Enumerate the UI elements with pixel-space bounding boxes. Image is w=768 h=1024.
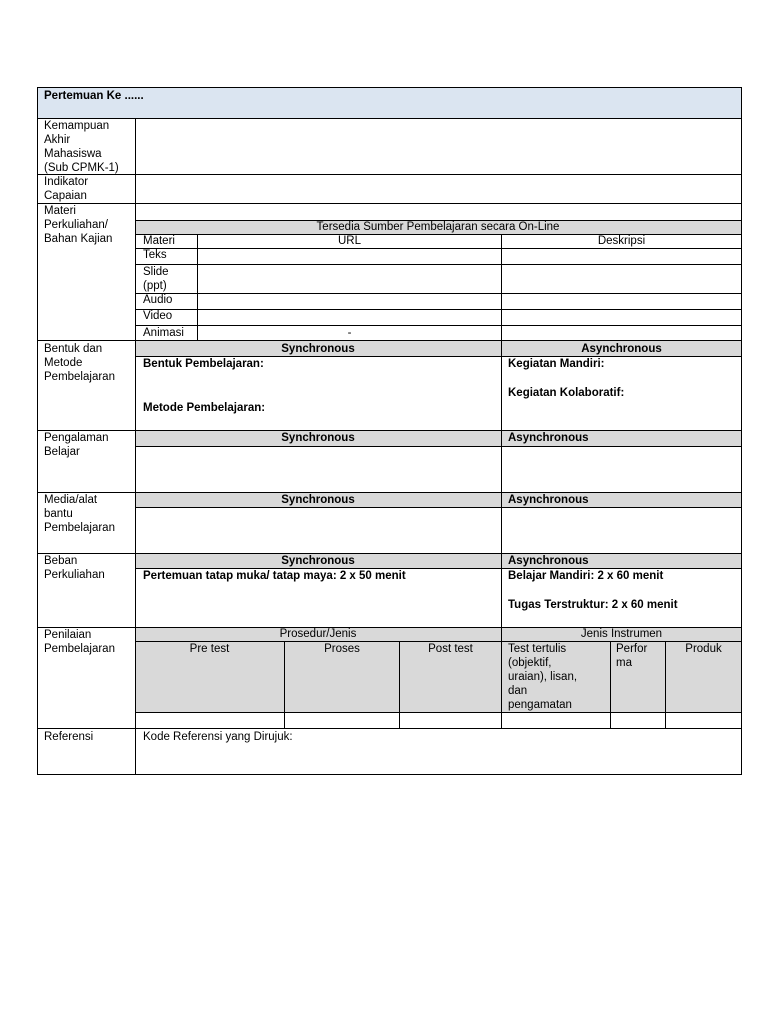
- penilaian-proses: Proses: [324, 643, 360, 655]
- penilaian-prosedur-header: Prosedur/Jenis: [279, 628, 357, 640]
- beban-async-header: Asynchronous: [508, 555, 589, 567]
- online-type-teks: Teks: [143, 249, 167, 261]
- beban-belajar-mandiri: Belajar Mandiri: 2 x 60 menit: [508, 570, 664, 582]
- online-type-animasi: Animasi: [143, 327, 184, 339]
- online-animasi-url: -: [347, 327, 352, 339]
- pengalaman-sync-header: Synchronous: [281, 432, 355, 444]
- online-col-deskripsi: Deskripsi: [597, 235, 646, 247]
- online-col-materi: Materi: [143, 235, 175, 247]
- label-beban: Beban Perkuliahan: [44, 555, 105, 581]
- online-type-audio: Audio: [143, 294, 173, 306]
- online-title: Tersedia Sumber Pembelajaran secara On-Line: [316, 221, 560, 233]
- beban-tugas-terstruktur: Tugas Terstruktur: 2 x 60 menit: [508, 599, 678, 611]
- kegiatan-kolaboratif: Kegiatan Kolaboratif:: [508, 387, 625, 399]
- media-async-header: Asynchronous: [508, 494, 589, 506]
- penilaian-instrumen-header: Jenis Instrumen: [580, 628, 663, 640]
- penilaian-produk: Produk: [685, 643, 722, 655]
- penilaian-pretest: Pre test: [189, 643, 230, 655]
- penilaian-test-tertulis: Test tertulis (objektif, uraian), lisan, dan pengamatan: [508, 643, 578, 711]
- bentuk-async-header: Asynchronous: [581, 343, 662, 355]
- bentuk-sync-header: Synchronous: [281, 343, 355, 355]
- online-type-slide: Slide (ppt): [143, 266, 169, 292]
- label-pengalaman: Pengalaman Belajar: [44, 432, 109, 458]
- label-kemampuan: Kemampuan Akhir Mahasiswa (Sub CPMK-1): [44, 120, 119, 174]
- online-type-video: Video: [143, 310, 173, 322]
- bentuk-pembelajaran: Bentuk Pembelajaran:: [143, 358, 264, 370]
- pengalaman-async-header: Asynchronous: [508, 432, 589, 444]
- online-col-url: URL: [337, 235, 361, 247]
- label-media: Media/alat bantu Pembelajaran: [44, 494, 115, 534]
- label-referensi: Referensi: [44, 731, 94, 743]
- label-materi: Materi Perkuliahan/ Bahan Kajian: [44, 205, 113, 245]
- meeting-title: Pertemuan Ke ......: [44, 90, 144, 102]
- penilaian-performa: Perfor ma: [616, 643, 648, 669]
- label-bentuk: Bentuk dan Metode Pembelajaran: [44, 343, 115, 383]
- referensi-text: Kode Referensi yang Dirujuk:: [143, 731, 293, 743]
- penilaian-posttest: Post test: [428, 643, 473, 655]
- metode-pembelajaran: Metode Pembelajaran:: [143, 402, 266, 414]
- label-indikator: Indikator Capaian: [44, 176, 89, 202]
- label-penilaian: Penilaian Pembelajaran: [44, 629, 115, 655]
- kegiatan-mandiri: Kegiatan Mandiri:: [508, 358, 605, 370]
- beban-sync-text: Pertemuan tatap muka/ tatap maya: 2 x 50 menit: [143, 570, 406, 582]
- media-sync-header: Synchronous: [281, 494, 355, 506]
- beban-sync-header: Synchronous: [281, 555, 355, 567]
